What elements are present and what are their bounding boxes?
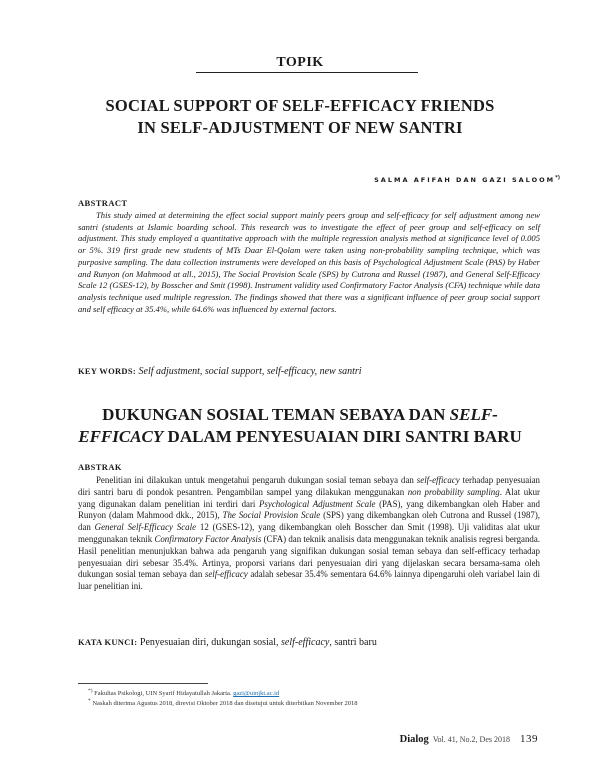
title-id-line-2-text: DALAM PENYESUAIAN DIRI SANTRI BARU [163,427,522,446]
abstract-id-segment: . Alat ukur yang digunakan dalam penelitian ini terdiri dari [78,486,540,509]
footnote-marker: *) [88,688,93,694]
keywords-id-italic: self-efficacy [281,637,330,648]
page-number: 139 [520,733,538,745]
title-en-line-2: IN SELF-ADJUSTMENT OF NEW SANTRI [137,118,463,137]
footnote-dates-text: Naskah diterima Agustus 2018, direvisi Oktober 2018 dan disetujui untuk diterbitkan November 2018 [90,700,358,708]
abstract-en-heading: ABSTRACT [78,198,128,208]
title-id-line-1 [70,404,530,426]
title-en-line-1: SOCIAL SUPPORT OF SELF-EFFICACY FRIENDS [105,96,495,115]
abstract-id-italic-term: non probability sampling [407,486,500,497]
footnote-submission-dates [88,697,538,708]
title-id-line-2 [70,426,530,448]
abstract-id-italic-term: The Social Provision Scale [222,510,321,521]
abstract-id-segment: terhadap penyesuaian diri santri baru di pondok pesantren. Pengambilan sampel yang dilakukan menggunakan [78,475,540,497]
abstract-id-italic-term: Psychological Adjustment Scale [259,498,376,509]
journal-issue: Vol. 41, No.2, Des 2018 [432,735,510,744]
keywords-id-text-end: , santri baru [329,637,377,648]
keywords-id-label: KATA KUNCI: [78,637,138,647]
abstract-id-segment: Penelitian ini dilakukan untuk mengetahui pengaruh dukungan sosial teman sebaya dan [96,475,417,485]
abstract-id-segment: adalah sebesar 35.4% sementara 64.6% lainnya dipengaruhi oleh variabel lain di luar penelitian ini. [78,569,540,592]
abstract-id-italic-term: General Self-Efficacy Scale [94,522,197,533]
article-title-indonesian [70,404,530,448]
article-title-english [90,95,510,139]
footnote-marker: * [88,698,91,704]
footnote-affiliation-text: Fakultas Psikologi, UIN Syarif Hidayatullah Jakarta. [92,690,234,698]
keywords-en [78,366,540,377]
author-list: SALMA AFIFAH DAN GAZI SALOOM [374,176,556,185]
page-footer [400,733,538,745]
section-label: TOPIK [276,55,324,70]
abstract-id-segment: 12 (GSES-12), yang dikembangkan oleh Bosscher dan Smit (1998). Uji validitas alat ukur menggunakan teknik [78,522,540,544]
title-id-line-1-italic: SELF- [449,405,498,424]
author-footnote-marker: *) [555,175,560,181]
abstract-id-body [78,475,540,593]
abstract-id-segment: (CFA) dan teknik analisis data menggunakan teknik analisis regresi berganda. Hasil penelitian menunjukkan bahwa ada pengaruh yang signifikan dukungan sosial teman sebaya dan self-efficacy terhadap penyesuaian diri sebesar 35.4%. Artinya, proporsi varians dari penyesuaian diri yang dijelaskan secara bersama-sama oleh dukungan sosial teman sebaya dan [78,533,540,580]
abstract-id-segment: (PAS), yang dikembangkan oleh Haber and Runyon (dalam Mahmood dkk., 2015), [78,498,540,521]
abstract-id-italic-term: self-efficacy [416,475,460,485]
footnote-divider [78,683,208,684]
journal-name: Dialog [399,734,429,745]
title-id-line-1-text: DUKUNGAN SOSIAL TEMAN SEBAYA DAN [102,405,450,424]
abstract-id-segment: (SPS) yang dikembangkan oleh Cutrona and Russel (1987), dan [78,510,541,533]
abstract-en-body: This study aimed at determining the effect social support mainly peers group and self-efficacy for self adjustment among new santri (students at Islamic boarding school. This research was to investigate the effect of peer group and self-efficacy on self adjustment. This study employed a quantitative approach with the multiple regression analysis method at significance level of 0.005 or 5%. 319 first grade new students of MTs Daar El-Qolam were taken using non-probability sampling technique, which was purposive sampling. The data collection instruments were developed on this basis of Psychological Adjustment Scale (PAS) by Haber and Runyon (on Mahmood at all., 2015), The Social Provision Scale (SPS) by Cutrona and Russel (1987), and General Self-Efficacy Scale 12 (GSES-12), by Bosscher and Smit (1998). Instrument validity used Confirmatory Factor Analysis (CFA) technique while data analysis technique used multiple regression. The findings showed that there was a significant influence of peer group social support and self efficacy at 35.4%, while 64.6% was influenced by external factors. [78,210,541,314]
keywords-id-text: Penyesuaian diri, dukungan sosial, [137,637,282,648]
abstract-id-italic-term: Confirmatory Factor Analysis [154,533,262,544]
keywords-en-text: Self adjustment, social support, self-efficacy, new santri [138,366,362,377]
keywords-en-label: KEY WORDS: [78,366,137,376]
abstract-id-italic-term: self-efficacy [204,569,248,580]
author-email-link[interactable]: gazi@uinjkt.ac.id [233,690,280,698]
author-names [0,175,560,184]
section-divider [196,72,418,73]
title-id-line-2-italic: EFFICACY [78,427,164,446]
abstract-id-heading: ABSTRAK [78,462,122,472]
keywords-id [78,637,540,648]
